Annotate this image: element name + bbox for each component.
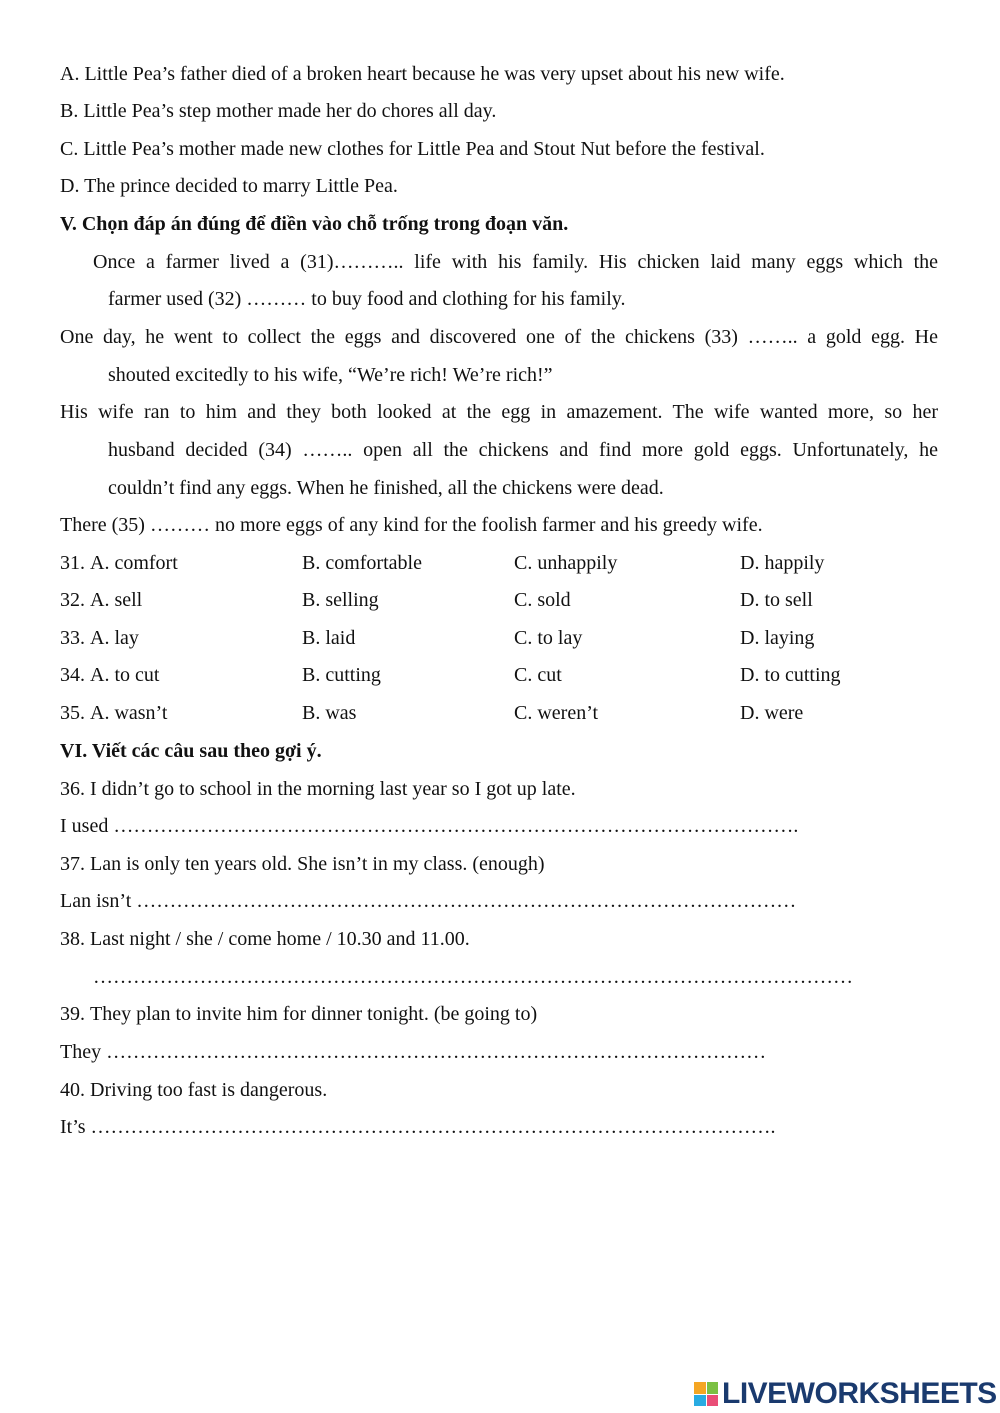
question-number: 32. <box>60 589 85 611</box>
item-number: 37. <box>60 853 85 875</box>
item-number: 39. <box>60 1003 85 1025</box>
question-number: 34. <box>60 664 85 686</box>
option-b[interactable]: B. cutting <box>302 664 381 686</box>
item-prompt: They plan to invite him for dinner tonight. (be going to) <box>90 1003 538 1025</box>
question-number: 35. <box>60 702 85 724</box>
item-prompt: Lan is only ten years old. She isn’t in my class. (enough) <box>90 853 545 875</box>
option-b[interactable]: B. laid <box>302 627 356 649</box>
logo-text: LIVEWORKSHEETS <box>722 1377 997 1410</box>
passage-line: Once a farmer lived a (31)……….. life with his family. His chicken laid many eggs which the <box>93 251 938 273</box>
item-prompt: I didn’t go to school in the morning last year so I got up late. <box>90 778 576 800</box>
option-a[interactable]: A. comfort <box>90 552 178 574</box>
section-5-heading: V. Chọn đáp án đúng để điền vào chỗ trống trong đoạn văn. <box>60 213 569 235</box>
question-number: 33. <box>60 627 85 649</box>
option-d[interactable]: D. to sell <box>740 589 813 611</box>
answer-line[interactable]: I used …………………………………………………………………………………………. <box>60 815 799 837</box>
option-b[interactable]: B. was <box>302 702 357 724</box>
answer-line[interactable]: They ……………………………………………………………………………………… <box>60 1041 767 1063</box>
passage-line: shouted excitedly to his wife, “We’re rich! We’re rich!” <box>108 364 553 386</box>
answer-line[interactable]: …………………………………………………………………………………………………… <box>93 966 853 988</box>
prev-option-c: C. Little Pea’s mother made new clothes for Little Pea and Stout Nut before the festival. <box>60 138 765 160</box>
question-number: 31. <box>60 552 85 574</box>
option-a[interactable]: A. sell <box>90 589 143 611</box>
option-d[interactable]: D. were <box>740 702 804 724</box>
option-b[interactable]: B. comfortable <box>302 552 422 574</box>
passage-line: husband decided (34) …….. open all the chickens and find more gold eggs. Unfortunately, he <box>108 439 938 461</box>
option-a[interactable]: A. wasn’t <box>90 702 168 724</box>
option-d[interactable]: D. laying <box>740 627 815 649</box>
liveworksheets-logo <box>694 1378 997 1410</box>
passage-line: His wife ran to him and they both looked at the egg in amazement. The wife wanted more, so her <box>60 401 938 423</box>
answer-line[interactable]: It’s …………………………………………………………………………………………. <box>60 1116 776 1138</box>
item-number: 38. <box>60 928 85 950</box>
passage-line: There (35) ……… no more eggs of any kind for the foolish farmer and his greedy wife. <box>60 514 763 536</box>
answer-line[interactable]: Lan isn’t ……………………………………………………………………………………… <box>60 890 797 912</box>
item-number: 36. <box>60 778 85 800</box>
prev-option-d: D. The prince decided to marry Little Pea. <box>60 175 398 197</box>
option-b[interactable]: B. selling <box>302 589 379 611</box>
item-prompt: Driving too fast is dangerous. <box>90 1079 328 1101</box>
passage-line: farmer used (32) ……… to buy food and clothing for his family. <box>108 288 626 310</box>
prev-option-a: A. Little Pea’s father died of a broken heart because he was very upset about his new wife. <box>60 63 785 85</box>
prev-option-b: B. Little Pea’s step mother made her do chores all day. <box>60 100 497 122</box>
item-prompt: Last night / she / come home / 10.30 and 11.00. <box>90 928 470 950</box>
passage-line: couldn’t find any eggs. When he finished, all the chickens were dead. <box>108 477 664 499</box>
passage-line: One day, he went to collect the eggs and discovered one of the chickens (33) …….. a gold egg. He <box>60 326 938 348</box>
option-a[interactable]: A. lay <box>90 627 139 649</box>
option-c[interactable]: C. unhappily <box>514 552 618 574</box>
liveworksheets-logo-icon <box>694 1382 718 1406</box>
option-c[interactable]: C. cut <box>514 664 562 686</box>
item-number: 40. <box>60 1079 85 1101</box>
section-6-heading: VI. Viết các câu sau theo gợi ý. <box>60 740 322 762</box>
option-c[interactable]: C. to lay <box>514 627 583 649</box>
option-d[interactable]: D. happily <box>740 552 825 574</box>
option-d[interactable]: D. to cutting <box>740 664 841 686</box>
option-c[interactable]: C. weren’t <box>514 702 599 724</box>
option-a[interactable]: A. to cut <box>90 664 160 686</box>
option-c[interactable]: C. sold <box>514 589 571 611</box>
